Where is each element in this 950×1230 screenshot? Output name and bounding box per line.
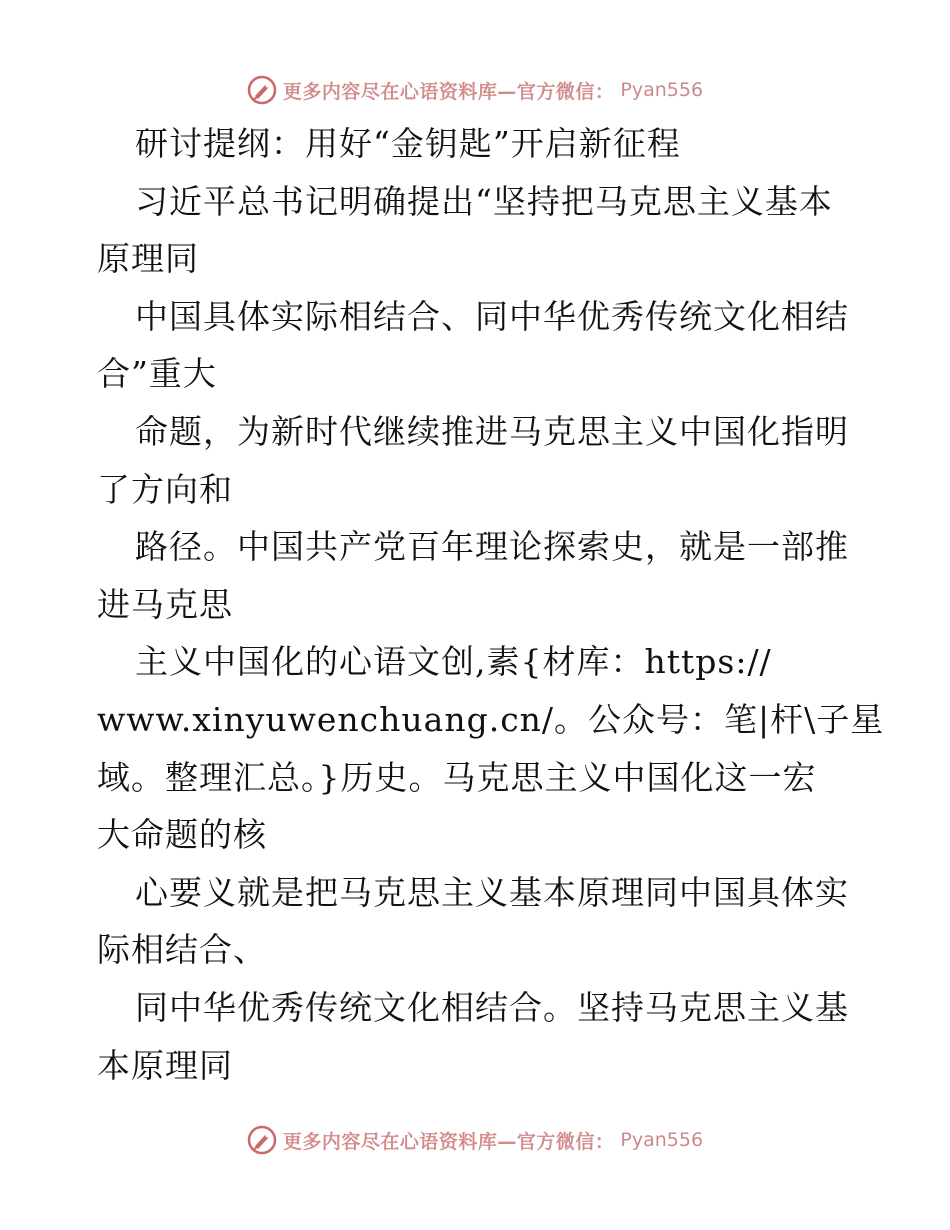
header-watermark-banner: [0, 70, 950, 110]
paragraph-line: 心要义就是把马克思主义基本原理同中国具体实: [135, 872, 849, 912]
paragraph-line: 路径。中国共产党百年理论探索史，就是一部推: [135, 527, 849, 567]
footer-watermark-wechat: Pyan556: [620, 1129, 704, 1151]
footer-watermark-banner: [0, 1120, 950, 1160]
document-body: [97, 115, 897, 1094]
paragraph-line: 本原理同: [97, 1045, 233, 1085]
paragraph-line: 习近平总书记明确提出“坚持把马克思主义基本: [135, 181, 833, 221]
paragraph-line: 合”重大: [97, 354, 217, 394]
paragraph-line: 了方向和: [97, 469, 233, 509]
paragraph-line: 大命题的核: [97, 815, 267, 855]
pen-nib-seal-icon: [247, 75, 277, 105]
footer-watermark-text: 更多内容尽在心语资料库—官方微信：: [282, 1130, 615, 1153]
header-watermark-text: 更多内容尽在心语资料库—官方微信：: [282, 80, 615, 103]
paragraph-line: 中国具体实际相结合、同中华优秀传统文化相结: [135, 296, 849, 336]
document-title: 研讨提纲：用好“金钥匙”开启新征程: [135, 124, 681, 163]
header-watermark-wechat: Pyan556: [620, 79, 704, 101]
paragraph-line: www.xinyuwenchuang.cn/。公众号：笔|杆\子星: [97, 699, 885, 739]
paragraph-line: 同中华优秀传统文化相结合。坚持马克思主义基: [135, 987, 849, 1027]
paragraph-line: 际相结合、: [97, 930, 267, 970]
paragraph-line: 进马克思: [97, 584, 233, 624]
paragraph-line: 原理同: [97, 239, 199, 279]
pen-nib-seal-icon: [247, 1125, 277, 1155]
paragraph-line: 命题，为新时代继续推进马克思主义中国化指明: [135, 411, 849, 451]
paragraph-line: 域。整理汇总。}历史。马克思主义中国化这一宏: [97, 757, 817, 797]
paragraph-line: 主义中国化的心语文创,素{材库：https://: [135, 642, 772, 682]
